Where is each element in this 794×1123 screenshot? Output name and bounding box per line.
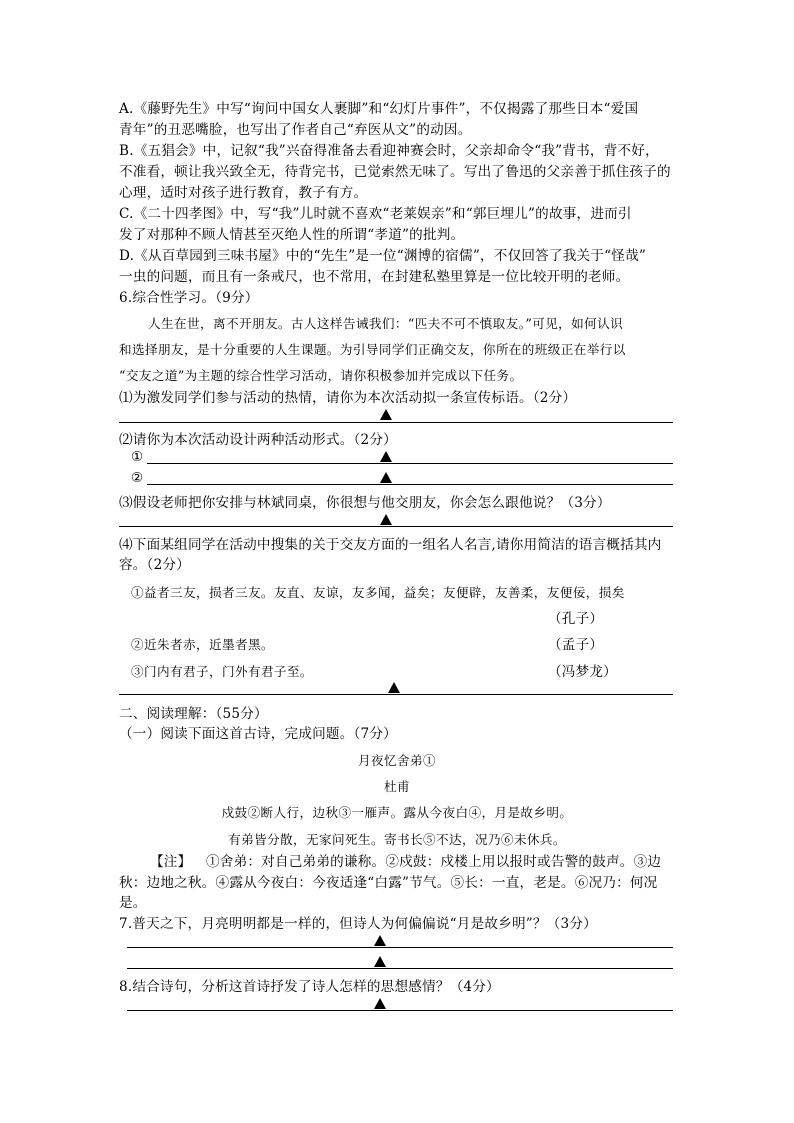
option-d-line2: 一虫的问题，而且有一条戒尺，也不常用，在封建私塾里算是一位比较开明的老师。 (119, 269, 630, 285)
q6-part2: ⑵请你为本次活动设计两种活动形式。（2分） (119, 432, 397, 448)
q6-part4-line1: ⑷下面某组同学在活动中搜集的关于交友方面的一组名人名言,请你用简洁的语言概括其内 (119, 537, 662, 553)
quote-author: （冯梦龙） (548, 664, 617, 680)
answer-line[interactable] (147, 484, 673, 485)
note-label: 【注】 (150, 854, 192, 870)
q6-part4-line2: 容。（2分） (119, 557, 191, 573)
option-b-line3: 心理，适时对孩子进行教育，教子有方。 (119, 185, 368, 201)
quote-author: （孟子） (548, 637, 604, 653)
answer-marker-icon (374, 956, 386, 967)
option-c-line2: 发了对那种不顾人情甚至灭绝人性的所谓“孝道”的批判。 (119, 227, 465, 243)
quote-text: ②近朱者赤，近墨者黑。 (131, 637, 274, 652)
section-subtitle: （一）阅读下面这首古诗，完成问题。（7分） (119, 726, 397, 742)
poem-author: 杜甫 (384, 779, 410, 794)
answer-marker-icon (380, 472, 392, 483)
section-title: 二、阅读理解：（55分） (119, 706, 268, 722)
answer-line[interactable] (127, 968, 673, 969)
q6-mark-1: ① (131, 449, 144, 465)
answer-line[interactable] (127, 1010, 673, 1011)
answer-marker-icon (380, 409, 392, 420)
q6-part1: ⑴为激发同学们参与活动的热情，请你为本次活动拟一条宣传标语。（2分） (119, 390, 577, 406)
answer-marker-icon (374, 998, 386, 1009)
answer-marker-icon (380, 514, 392, 525)
option-d-line1: D.《从百草园到三味书屋》中的“先生”是一位“渊博的宿儒”，不仅回答了我关于“怪哉” (119, 248, 647, 264)
answer-line[interactable] (119, 526, 673, 527)
answer-marker-icon (374, 935, 386, 946)
question-7: 7.普天之下，月亮明明都是一样的，但诗人为何偏偏说“月是故乡明”？（3分） (119, 916, 597, 932)
answer-marker-icon (388, 682, 400, 693)
answer-marker-icon (380, 451, 392, 462)
note-line2: 秋：边地之秋。④露从今夜白：今夜适逢“白露”节气。⑤长：一直，老是。⑥况乃：何况 (119, 875, 658, 891)
answer-line[interactable] (127, 947, 673, 948)
poem-line: 戍鼓②断人行，边秋③一雁声。露从今夜白④，月是故乡明。 (221, 805, 573, 820)
quote-text: ③门内有君子，门外有君子至。 (131, 664, 313, 679)
q6-intro-line2: 和选择朋友，是十分重要的人生课题。为引导同学们正确交友，你所在的班级正在举行以 (119, 342, 626, 357)
q6-title: 6.综合性学习。（9分） (119, 290, 259, 306)
poem-line: 有弟皆分散，无家问死生。寄书长⑤不达，况乃⑥未休兵。 (228, 832, 566, 847)
quote-author: （孔子） (548, 611, 604, 627)
q6-intro-line1: 人生在世，离不开朋友。古人这样告诫我们：“匹夫不可不慎取友。”可见，如何认识 (148, 316, 624, 331)
note-line1: ①舍弟：对自己弟弟的谦称。②戍鼓：戍楼上用以报时或告警的鼓声。③边 (206, 854, 662, 870)
poem-title: 月夜忆舍弟① (358, 753, 436, 768)
q6-part3: ⑶假设老师把你安排与林斌同桌，你很想与他交朋友，你会怎么跟他说？（3分） (119, 495, 611, 511)
option-a-line1: A.《藤野先生》中写“询问中国女人裹脚”和“幻灯片事件”，不仅揭露了那些日本“爱国 (119, 101, 639, 117)
option-a-line2: 青年”的丑恶嘴脸，也写出了作者自己“弃医从文”的动因。 (119, 122, 472, 138)
q6-mark-2: ② (131, 470, 144, 486)
option-b-line1: B.《五猖会》中，记叙“我”兴奋得准备去看迎神赛会时，父亲却命令“我”背书，背不好， (119, 143, 659, 159)
answer-line[interactable] (119, 694, 673, 695)
option-b-line2: 不准看，顿让我兴致全无，待背完书，已觉索然无味了。写出了鲁迅的父亲善于抓住孩子的 (119, 164, 671, 180)
answer-line[interactable] (147, 463, 673, 464)
q6-intro-line3: “交友之道”为主题的综合性学习活动，请你积极参加并完成以下任务。 (119, 368, 523, 383)
question-8: 8.结合诗句，分析这首诗抒发了诗人怎样的思想感情？（4分） (119, 979, 500, 995)
quote-text: ①益者三友，损者三友。友直、友谅，友多闻，益矣；友便辟，友善柔，友便佞，损矣 (131, 585, 625, 600)
answer-line[interactable] (119, 422, 673, 423)
note-line3: 是。 (119, 895, 147, 911)
option-c-line1: C.《二十四孝图》中，写“我”儿时就不喜欢“老莱娱亲”和“郭巨埋儿”的故事，进而引 (119, 206, 632, 222)
